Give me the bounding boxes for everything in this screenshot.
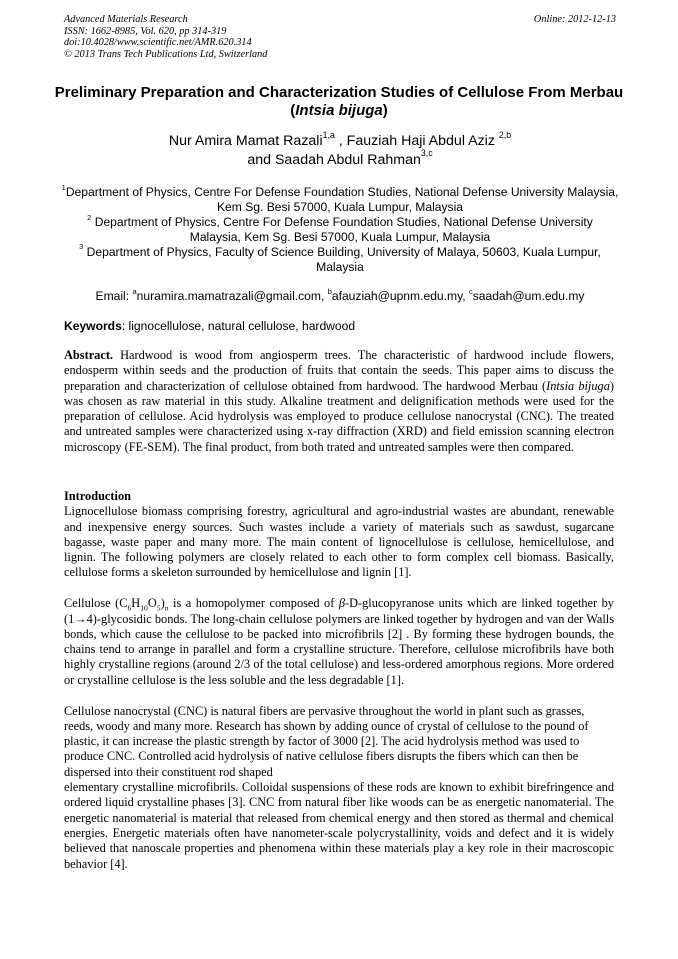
- affiliations: [60, 182, 620, 274]
- journal-name: Advanced Materials Research: [64, 14, 188, 25]
- abstract-species: Intsia bijuga: [546, 378, 610, 393]
- affiliation-1-number: 1: [61, 182, 66, 192]
- keywords-label: Keywords: [64, 319, 122, 333]
- p2-o: O: [147, 596, 157, 611]
- email-a-marker: a: [132, 286, 137, 296]
- author-2-affil: 2,b: [498, 129, 512, 140]
- introduction-heading: Introduction: [64, 489, 131, 503]
- copyright-line: © 2013 Trans Tech Publications Ltd, Switzerland: [64, 48, 268, 60]
- abstract-paragraph: [64, 348, 614, 455]
- p2-sub-10: 10: [140, 603, 148, 613]
- author-2: , Fauziah Haji Abdul Aziz: [334, 133, 499, 149]
- author-1-affil: 1,a: [322, 129, 335, 140]
- title-species: Intsia bijuga: [295, 102, 383, 119]
- email-c-marker: c: [468, 286, 473, 296]
- doi-line: doi:10.4028/www.scientific.net/AMR.620.314: [64, 37, 252, 49]
- author-line-2: [60, 148, 620, 170]
- author-3-affil: 3,c: [420, 148, 433, 159]
- abstract-text-2: ) was chosen as raw material in this study. Alkaline treatment and delignification methods were used for the preparation of cellulose. Acid hydrolysis was employed to produce cellulose nanocrystal (CNC). The treated and untreated samples were characterized using x-ray diffraction (XRD) and field emission scanning electron microscopy (FE-SEM). The final product, from both trated and untreated samples were then compared.: [64, 378, 615, 454]
- paragraph-gap: [64, 581, 614, 597]
- affiliation-3: [60, 242, 620, 275]
- keywords: [64, 319, 624, 333]
- p2-paren: ): [160, 596, 165, 611]
- email-b-marker: b: [327, 286, 332, 296]
- p2-beta: β: [338, 596, 345, 611]
- p2-sub-5: 5: [156, 603, 161, 613]
- affiliation-1-text: Department of Physics, Centre For Defense Foundation Studies, National Defense University Malaysia, Kem Sg. Besi 57000, Kuala Lumpur, Malaysia: [65, 185, 619, 214]
- title-close: ): [382, 102, 388, 119]
- journal-header: [64, 14, 616, 60]
- p2-h: H: [131, 596, 141, 611]
- p2-text-a: Cellulose (C: [64, 596, 128, 611]
- online-date: Online: 2012-12-13: [533, 14, 616, 25]
- intro-paragraph-3a: Cellulose nanocrystal (CNC) is natural fibers are pervasive throughout the world in plant such as grasses, reeds, woody and many more. Research has shown by adding ounce of crystal of cellulose to the pound of plastic, it can increase the plastic strength by factor of 3000 [2]. The acid hydrolysis method was used to produce CNC. Controlled acid hydrolysis of native cellulose fibers disrupts the fibers which can then be dispersed into their constituent rod shaped: [64, 703, 589, 779]
- affiliation-2: [60, 212, 620, 245]
- affiliation-2-text: Department of Physics, Centre For Defense Foundation Studies, National Defense University Malaysia, Kem Sg. Besi 57000, Kuala Lumpur, Malaysia: [91, 214, 593, 244]
- email-c[interactable]: saadah@um.edu.my: [472, 289, 585, 303]
- intro-paragraph-1: Lignocellulose biomass comprising forestry, agricultural and agro-industrial wastes are abundant, renewable and inexpensive energy sources. Such wastes include a variety of materials such as sawdust, sugarcane bagasse, waste paper and many more. The main content of lignocellulose is cellulose, hemicellulose, and lignin. The following polymers are closely related to each other to form complex cell biomass. Basically, cellulose forms a skeleton surrounded by hemicellulose and lignin [1].: [64, 504, 614, 580]
- affiliation-3-number: 3: [79, 242, 84, 252]
- author-line-1: [60, 129, 620, 151]
- author-3: and Saadah Abdul Rahman: [247, 151, 421, 168]
- abstract: [64, 348, 614, 455]
- introduction-section: [64, 489, 614, 872]
- affiliation-2-number: 2: [87, 212, 92, 222]
- email-line: [60, 286, 620, 303]
- intro-paragraph-2: [64, 596, 614, 688]
- email-b[interactable]: afauziah@upnm.edu.my,: [331, 289, 469, 303]
- email-label: Email:: [95, 289, 133, 303]
- paragraph-gap: [64, 688, 614, 704]
- intro-paragraph-3b: elementary crystalline microfibrils. Colloidal suspensions of these rods are known to exhibit birefringence and ordered liquid crystalline phases [3]. CNC from natural fiber like woods can be as energetic nanomaterial. The energetic nanomaterial is material that released from chemical energy and then stored as thermal and chemical energies. Energetic materials often have nanometer-scale polycrystallinity, voids and defect and it is widely believed that nanoscale properties and phenomena within these materials play a key role in their macroscopic behavior [4].: [64, 780, 614, 871]
- issn-line: ISSN: 1662-8985, Vol. 620, pp 314-319: [64, 25, 227, 37]
- p2-sub-n: n: [164, 603, 169, 613]
- p2-sub-6: 6: [127, 603, 132, 613]
- affiliation-1: [60, 182, 620, 215]
- affiliation-3-text: Department of Physics, Faculty of Science Building, University of Malaya, 50603, Kuala Lumpur, Malaysia: [83, 244, 601, 274]
- p2-text-b: is a homopolymer composed of: [168, 596, 339, 611]
- title-main: Preliminary Preparation and Characterization Studies of Cellulose From Merbau (: [54, 84, 624, 119]
- paper-title: [54, 84, 624, 120]
- p2-text-c: -D-glucopyranose units which are linked together by (1→4)-glycosidic bonds. The long-chain cellulose polymers are linked together by hydrogen and van der Walls bonds, which cause the cellulose to be packed into microfibrils [2] . By forming these hydrogen bounds, the chains tend to arrange in parallel and form a crystalline structure. Therefore, cellulose microfibrils have both highly crystalline regions (around 2/3 of the total cellulose) and less-ordered amorphous regions. More ordered or crystalline cellulose is the less soluble and the less degradable [1].: [64, 596, 614, 687]
- keywords-text: : lignocellulose, natural cellulose, hardwood: [121, 319, 356, 333]
- abstract-text-1: Hardwood is wood from angiosperm trees. The characteristic of hardwood include flowers, endosperm within seeds and the production of fruits that contain the seeds. This paper aims to discuss the preparation and characterization of cellulose obtained from hardwood. The hardwood Merbau (: [64, 348, 614, 393]
- author-list: [60, 129, 620, 169]
- author-1: Nur Amira Mamat Razali: [168, 133, 323, 149]
- abstract-label: Abstract.: [64, 348, 114, 362]
- email-a[interactable]: nuramira.mamatrazali@gmail.com,: [136, 289, 328, 303]
